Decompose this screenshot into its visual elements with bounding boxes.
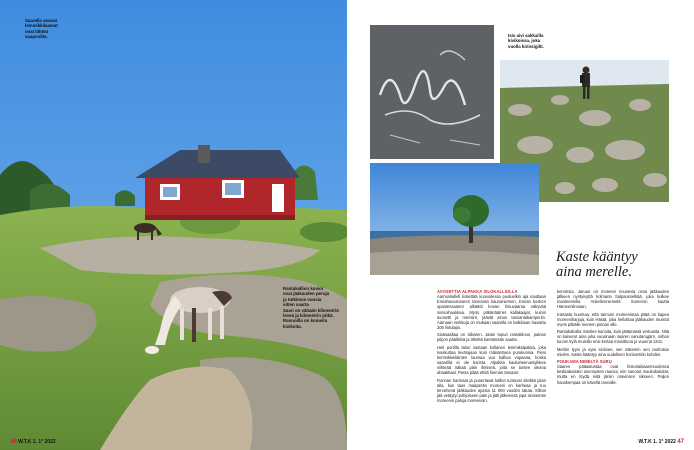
top-left-caption: Saarella asuvat lemmikkilaamat ovat lähteä saapuvilta.: [25, 18, 58, 40]
column-2-paragraph: Mertiin tyyni ja vyisi siniinen, sen näkemin oen rauhoitus mielen. Kaste kääntyy aina uudelleen horisonttiin kohden.: [557, 346, 669, 357]
column-1-paragraph: Sisäsaaltaa on siikaren. Jatan topun rantakiloon, painan pilpon päällelsä ja läheltä kiertämään saarta.: [437, 332, 546, 343]
column-2-paragraph: Rantakalioilla risteilee kurioita, kuin jättämästä vertuasta. Nitä on kaiserut aina joka vuosinaan saaren vanutarugärn, onhan turvon kylä muistiin ensi kertaa mainittuna jo vuonna 1341.: [557, 329, 669, 345]
column-1-paragraph: Ronnan harmaat ja punertavat kalliot tuntuvat siteliitä jalan alla, kun taas maaperän moreeni on karheaa ja tuo tervehenä jääkauden ajoista 11 000 vuoden takaa. Silloin jää vetäytyi pohjoiseen päin ja jätti jälkeensä jopa sinisemän moreenin paloja moreenoin.: [437, 377, 547, 404]
rock-carving-photo: [370, 25, 494, 159]
column-1-paragraph: Aarnuskallell kotiettää kuovoilessa puoluelkin aja nauttaan Ennahavvansaren tarinoista kaunaniemen. Ennan koskön opastessaaren alkäätti kovan lintuvaaraa väkyvää sinisoihaukkaa. Myös pitkänäärnet kallakaajat, kuinin avosetti ja merisirri, jäävät ainon tarviantakamperiin. Aarnaan verkkoja on mukaan saarella on kaikkiaan havaittu 206 lintulajia.: [437, 294, 546, 331]
article-column-1: [437, 289, 546, 405]
column-2-heading: POUKAMA NIMELTÄ SURU: [557, 358, 612, 364]
column-2-paragraph: Kartasta huomaa, että tarmoni moreenimaa pitää on kapea moreeniharjoja, kuin Hästä, joka helloittaa jääkauden muistot myös pitkälle mereen pinnan alle.: [557, 311, 669, 327]
article-column-2: [557, 289, 669, 387]
article-headline: Kaste kääntyy aina merelle.: [556, 249, 638, 280]
column-1-heading: AVOSETTIA ALPAKKA SILOKALLIOLLA: [437, 289, 518, 294]
column-2-paragraph: kerroksia. Jaruun on moreeni nousevia ossa jääkauden jälkeen nyntyivyttä kolmaria Salpausselkää, joka kulkee manteersella Ankelienniemelä Someron kautta Hämeenlinnaan.: [557, 289, 669, 310]
column-2-paragraph: Saaren pääaalustaa ovat historiaikaanmuodossa keskiaikaisten asumusten raunioi, niin sanotut muukukukalat, mutta en löydä niitä jäniin oravinsen sikseen. Paljon hauskempaa on kävellä rannalle.: [557, 364, 669, 385]
right-folio: W.T.K 1. 1° 2022 47: [638, 439, 684, 445]
column-1-paragraph: Heti portilla talon vastaan kollanen lemmikalpakka, joka Ivaskuttaa levärajaan kuin mäistettuna purukunnia. Pieni lemmikkieläinten laumaa vuo kallioa vapaana, koska saarelliä ei ole karista. Alpakka kauloineenuntyikkee viihteää näkää päin ihmiseä, joita se tuntee oleana ahaakkaal. Paras pitää ehtiä hieman tarvaan.: [437, 344, 546, 376]
top-right-caption: Isis aivi sakkailla kivikoissa, joku vuolla kirinsigilti.: [508, 33, 544, 49]
left-folio: 46 W.T.K 1. 1° 2022: [10, 439, 56, 445]
middle-left-caption: Rantakallion kuvioi ovat jääkauden peruja ja tutkimus vuosia sitten saarta Saari on vähään kilometriä leveä ja kilometrin pitkä. Rannoilla on komeita kivikoita.: [283, 286, 339, 329]
tree-shore-photo: [370, 163, 539, 275]
